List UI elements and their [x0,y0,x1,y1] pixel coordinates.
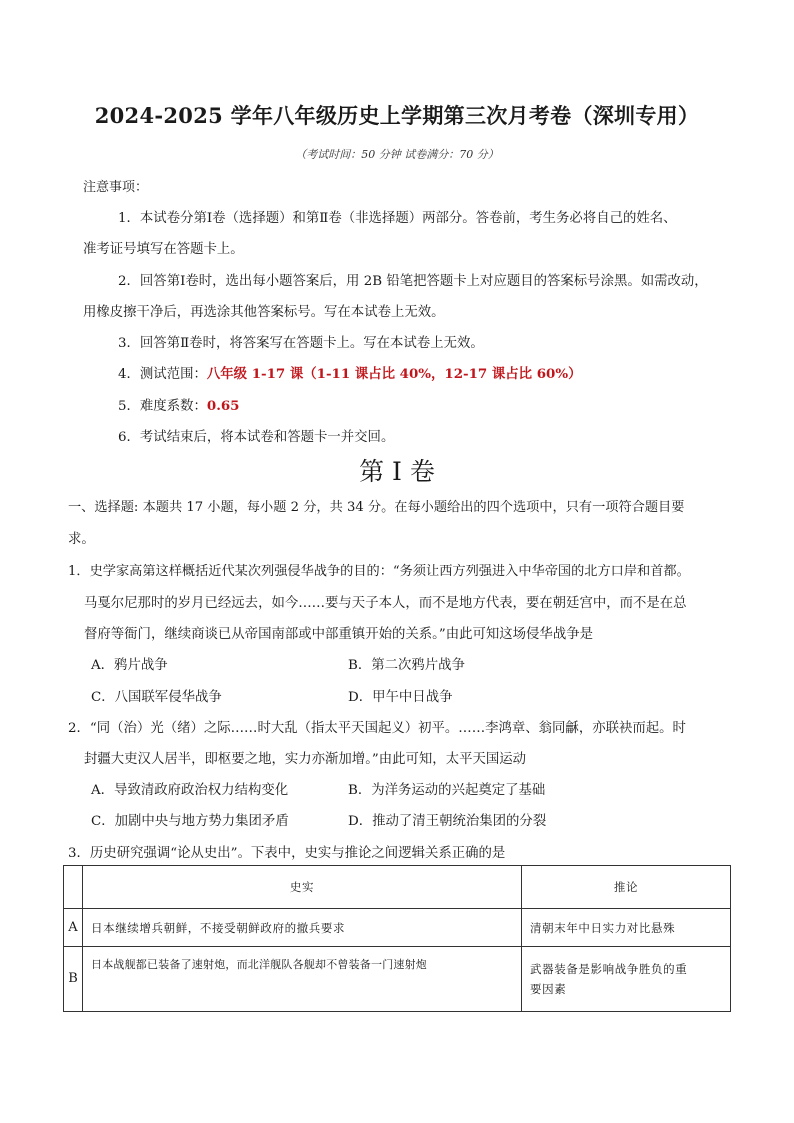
row-label-b[interactable]: B [64,947,83,1012]
section-instructions-line-2: 求。 [68,532,95,547]
row-b-fact: 日本战舰都已装备了速射炮，而北洋舰队各舰却不曾装备一门速射炮 [83,947,522,1012]
q3-stem: 3．历史研究强调“论从史出”。下表中，史实与推论之间逻辑关系正确的是 [68,846,506,861]
q1-option-d[interactable]: D．甲午中日战争 [348,690,453,705]
exam-title: 2024-2025 学年八年级历史上学期第三次月考卷（深圳专用） [94,103,700,128]
notes-heading: 注意事项： [83,180,149,195]
note-4-prefix: 4．测试范围： [118,367,207,382]
table-header-inference: 推论 [522,866,731,909]
table-header-fact: 史实 [83,866,522,909]
difficulty-value: 0.65 [206,398,240,414]
note-3: 3．回答第Ⅱ卷时，将答案写在答题卡上。写在本试卷上无效。 [118,336,484,351]
row-a-inference: 清朝末年中日实力对比悬殊 [522,909,731,947]
row-b-inference-line-1: 武器装备是影响战争胜负的重 [530,962,688,976]
q1-option-b[interactable]: B．第二次鸦片战争 [348,658,465,673]
q1-stem-line-1: 1．史学家高第这样概括近代某次列强侵华战争的目的：“务须让西方列强进入中华帝国的北方口岸和首都。 [68,564,690,579]
row-b-inference-line-2: 要因素 [530,982,567,996]
q3-fact-table [63,865,731,1012]
row-a-fact: 日本继续增兵朝鲜，不接受朝鲜政府的撤兵要求 [83,909,522,947]
note-4 [118,363,582,382]
note-1-line-1: 1．本试卷分第Ⅰ卷（选择题）和第Ⅱ卷（非选择题）两部分。答卷前，考生务必将自己的姓名、 [118,211,677,226]
table-row [64,947,731,1012]
q1-option-c[interactable]: C．八国联军侵华战争 [91,690,222,705]
q1-stem-line-2: 马戛尔尼那时的岁月已经远去，如今……要与天子本人，而不是地方代表，要在朝廷宫中，而不是在总 [84,596,687,611]
test-scope: 八年级 1-17 课（1-11 课占比 40%，12-17 课占比 60%） [206,366,582,382]
section-instructions-line-1: 一、选择题: 本题共 17 小题，每小题 2 分，共 34 分。在每小题给出的四个选项中，只有一项符合题目要 [68,500,685,515]
section-title: 第 I 卷 [359,457,435,486]
note-2-line-2: 用橡皮擦干净后，再选涂其他答案标号。写在本试卷上无效。 [83,305,445,320]
q1-stem-line-3: 督府等衙门，继续商谈已从帝国南部或中部重镇开始的关系。”由此可知这场侵华战争是 [84,627,593,642]
q1-option-a[interactable]: A．鸦片战争 [91,658,168,673]
note-5 [118,395,240,414]
row-label-a[interactable]: A [64,909,83,947]
note-5-prefix: 5．难度系数： [118,399,207,414]
note-6: 6．考试结束后，将本试卷和答题卡一并交回。 [118,430,395,445]
q2-option-c[interactable]: C．加剧中央与地方势力集团矛盾 [91,814,289,829]
q2-option-b[interactable]: B．为洋务运动的兴起奠定了基础 [348,783,546,798]
note-1-line-2: 准考证号填写在答题卡上。 [83,242,244,257]
table-header-blank [64,866,83,909]
q2-option-a[interactable]: A．导致清政府政治权力结构变化 [91,783,289,798]
q2-stem-line-1: 2．“同（治）光（绪）之际……时大乱（指太平天国起义）初平。……李鸿章、翁同龢，亦联袂而起。时 [68,721,686,736]
q2-option-d[interactable]: D．推动了清王朝统治集团的分裂 [348,814,547,829]
table-header-row [64,866,731,909]
row-b-inference [522,947,731,1012]
exam-subtitle: （考试时间：50 分钟 试卷满分：70 分） [295,148,499,161]
table-row [64,909,731,947]
q2-stem-line-2: 封疆大吏汉人居半，即枢要之地，实力亦渐加增。”由此可知，太平天国运动 [84,752,527,767]
note-2-line-1: 2．回答第Ⅰ卷时，选出每小题答案后，用 2B 铅笔把答题卡上对应题目的答案标号涂黑。如需改动， [118,274,708,289]
